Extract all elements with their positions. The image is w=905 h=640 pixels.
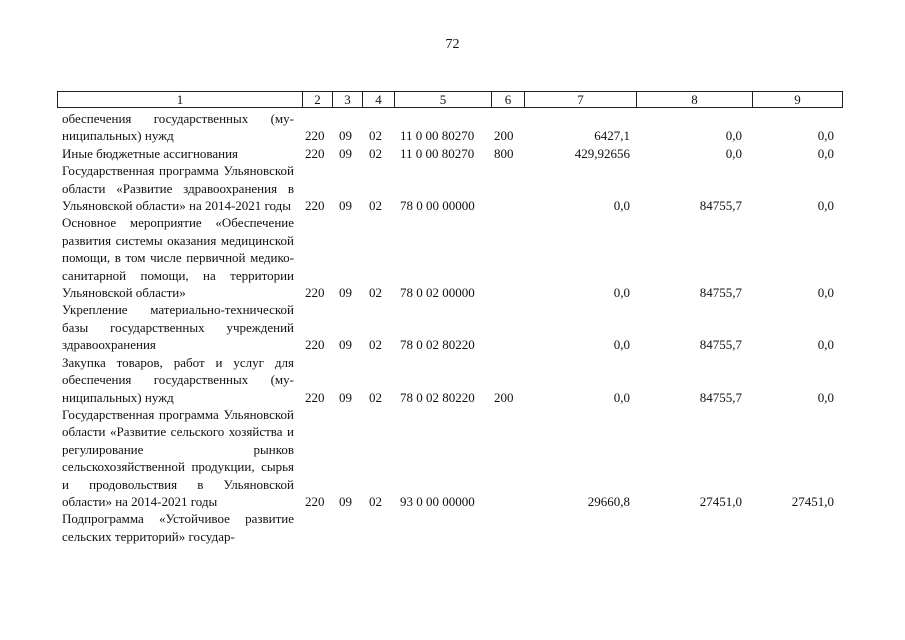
cell-expense-type: 800 <box>494 145 514 161</box>
table-row <box>0 214 905 301</box>
column-header-4: 4 <box>363 92 395 108</box>
cell-target-article: 78 0 02 80220 <box>400 389 475 405</box>
row-description: Государственная программа Ульяновской области «Развитие сельского хозяйства и регулирование рынков сельскохозяйственной продукции, сырья и продовольствия в Ульяновской области» на 2014-2021 годы <box>62 406 294 509</box>
table-row <box>0 301 905 353</box>
cell-amount-8: 84755,7 <box>699 285 742 301</box>
cell-subsection-code: 02 <box>369 389 382 405</box>
table-row <box>0 145 905 162</box>
cell-amount-9: 0,0 <box>817 145 834 161</box>
cell-ministry-code: 220 <box>305 389 325 405</box>
cell-amount-8: 84755,7 <box>699 337 742 353</box>
column-header-3: 3 <box>333 92 363 108</box>
cell-section-code: 09 <box>339 145 352 161</box>
cell-target-article: 78 0 02 80220 <box>400 337 475 353</box>
cell-ministry-code: 220 <box>305 198 325 214</box>
cell-amount-8: 0,0 <box>725 128 742 144</box>
cell-section-code: 09 <box>339 337 352 353</box>
cell-subsection-code: 02 <box>369 128 382 144</box>
cell-target-article: 78 0 00 00000 <box>400 198 475 214</box>
row-description: Подпрограмма «Устойчивое развитие сельских территорий» государ- <box>62 511 294 544</box>
column-header-1: 1 <box>58 92 303 108</box>
cell-target-article: 93 0 00 00000 <box>400 493 475 509</box>
row-description: Государственная программа Ульяновской области «Развитие здравоохранения в Ульяновской области» на 2014-2021 годы <box>62 163 294 214</box>
cell-amount-7: 0,0 <box>613 389 630 405</box>
cell-ministry-code: 220 <box>305 337 325 353</box>
cell-ministry-code: 220 <box>305 145 325 161</box>
cell-target-article: 11 0 00 80270 <box>400 128 475 144</box>
row-description: Закупка товаров, работ и услуг для обеспечения государственных (муниципальных) нужд <box>62 354 294 405</box>
cell-amount-9: 0,0 <box>817 128 834 144</box>
cell-section-code: 09 <box>339 198 352 214</box>
cell-amount-9: 27451,0 <box>791 493 834 509</box>
cell-amount-8: 0,0 <box>725 145 742 161</box>
column-header-9: 9 <box>753 92 843 108</box>
row-description: обеспечения государственных (муниципальных) нужд <box>62 111 294 144</box>
cell-section-code: 09 <box>339 285 352 301</box>
table-row <box>0 510 905 545</box>
cell-expense-type: 200 <box>494 128 514 144</box>
cell-amount-8: 84755,7 <box>699 389 742 405</box>
column-header-8: 8 <box>637 92 753 108</box>
cell-amount-7: 29660,8 <box>587 493 630 509</box>
column-header-5: 5 <box>395 92 492 108</box>
cell-subsection-code: 02 <box>369 145 382 161</box>
cell-amount-9: 0,0 <box>817 389 834 405</box>
table-row <box>0 162 905 214</box>
cell-section-code: 09 <box>339 493 352 509</box>
row-description: Иные бюджетные ассигнования <box>62 145 239 161</box>
cell-ministry-code: 220 <box>305 285 325 301</box>
cell-target-article: 11 0 00 80270 <box>400 145 475 161</box>
page-number: 72 <box>445 37 460 52</box>
column-header-2: 2 <box>303 92 333 108</box>
row-description: Основное мероприятие «Обеспечение развития системы оказания медицинской помощи, в том числе первичной медико-санитарной помощи, на территории Ульяновской области» <box>62 215 294 301</box>
cell-section-code: 09 <box>339 128 352 144</box>
cell-amount-8: 27451,0 <box>699 493 742 509</box>
cell-section-code: 09 <box>339 389 352 405</box>
cell-expense-type: 200 <box>494 389 514 405</box>
column-header-6: 6 <box>492 92 525 108</box>
cell-subsection-code: 02 <box>369 198 382 214</box>
cell-ministry-code: 220 <box>305 128 325 144</box>
column-header-row <box>57 91 843 108</box>
cell-ministry-code: 220 <box>305 493 325 509</box>
cell-amount-7: 6427,1 <box>594 128 630 144</box>
row-description: Укрепление материально-технической базы государственных учреждений здравоохранения <box>62 302 294 353</box>
cell-amount-7: 0,0 <box>613 285 630 301</box>
cell-amount-9: 0,0 <box>817 198 834 214</box>
cell-target-article: 78 0 02 00000 <box>400 285 475 301</box>
cell-subsection-code: 02 <box>369 285 382 301</box>
cell-amount-9: 0,0 <box>817 337 834 353</box>
table-row <box>0 406 905 510</box>
cell-amount-7: 0,0 <box>613 198 630 214</box>
cell-amount-8: 84755,7 <box>699 198 742 214</box>
cell-amount-7: 0,0 <box>613 337 630 353</box>
table-row <box>0 354 905 406</box>
cell-subsection-code: 02 <box>369 337 382 353</box>
table-row <box>0 110 905 145</box>
cell-amount-9: 0,0 <box>817 285 834 301</box>
cell-subsection-code: 02 <box>369 493 382 509</box>
budget-table-body <box>0 110 905 545</box>
cell-amount-7: 429,92656 <box>574 145 630 161</box>
column-header-7: 7 <box>525 92 637 108</box>
